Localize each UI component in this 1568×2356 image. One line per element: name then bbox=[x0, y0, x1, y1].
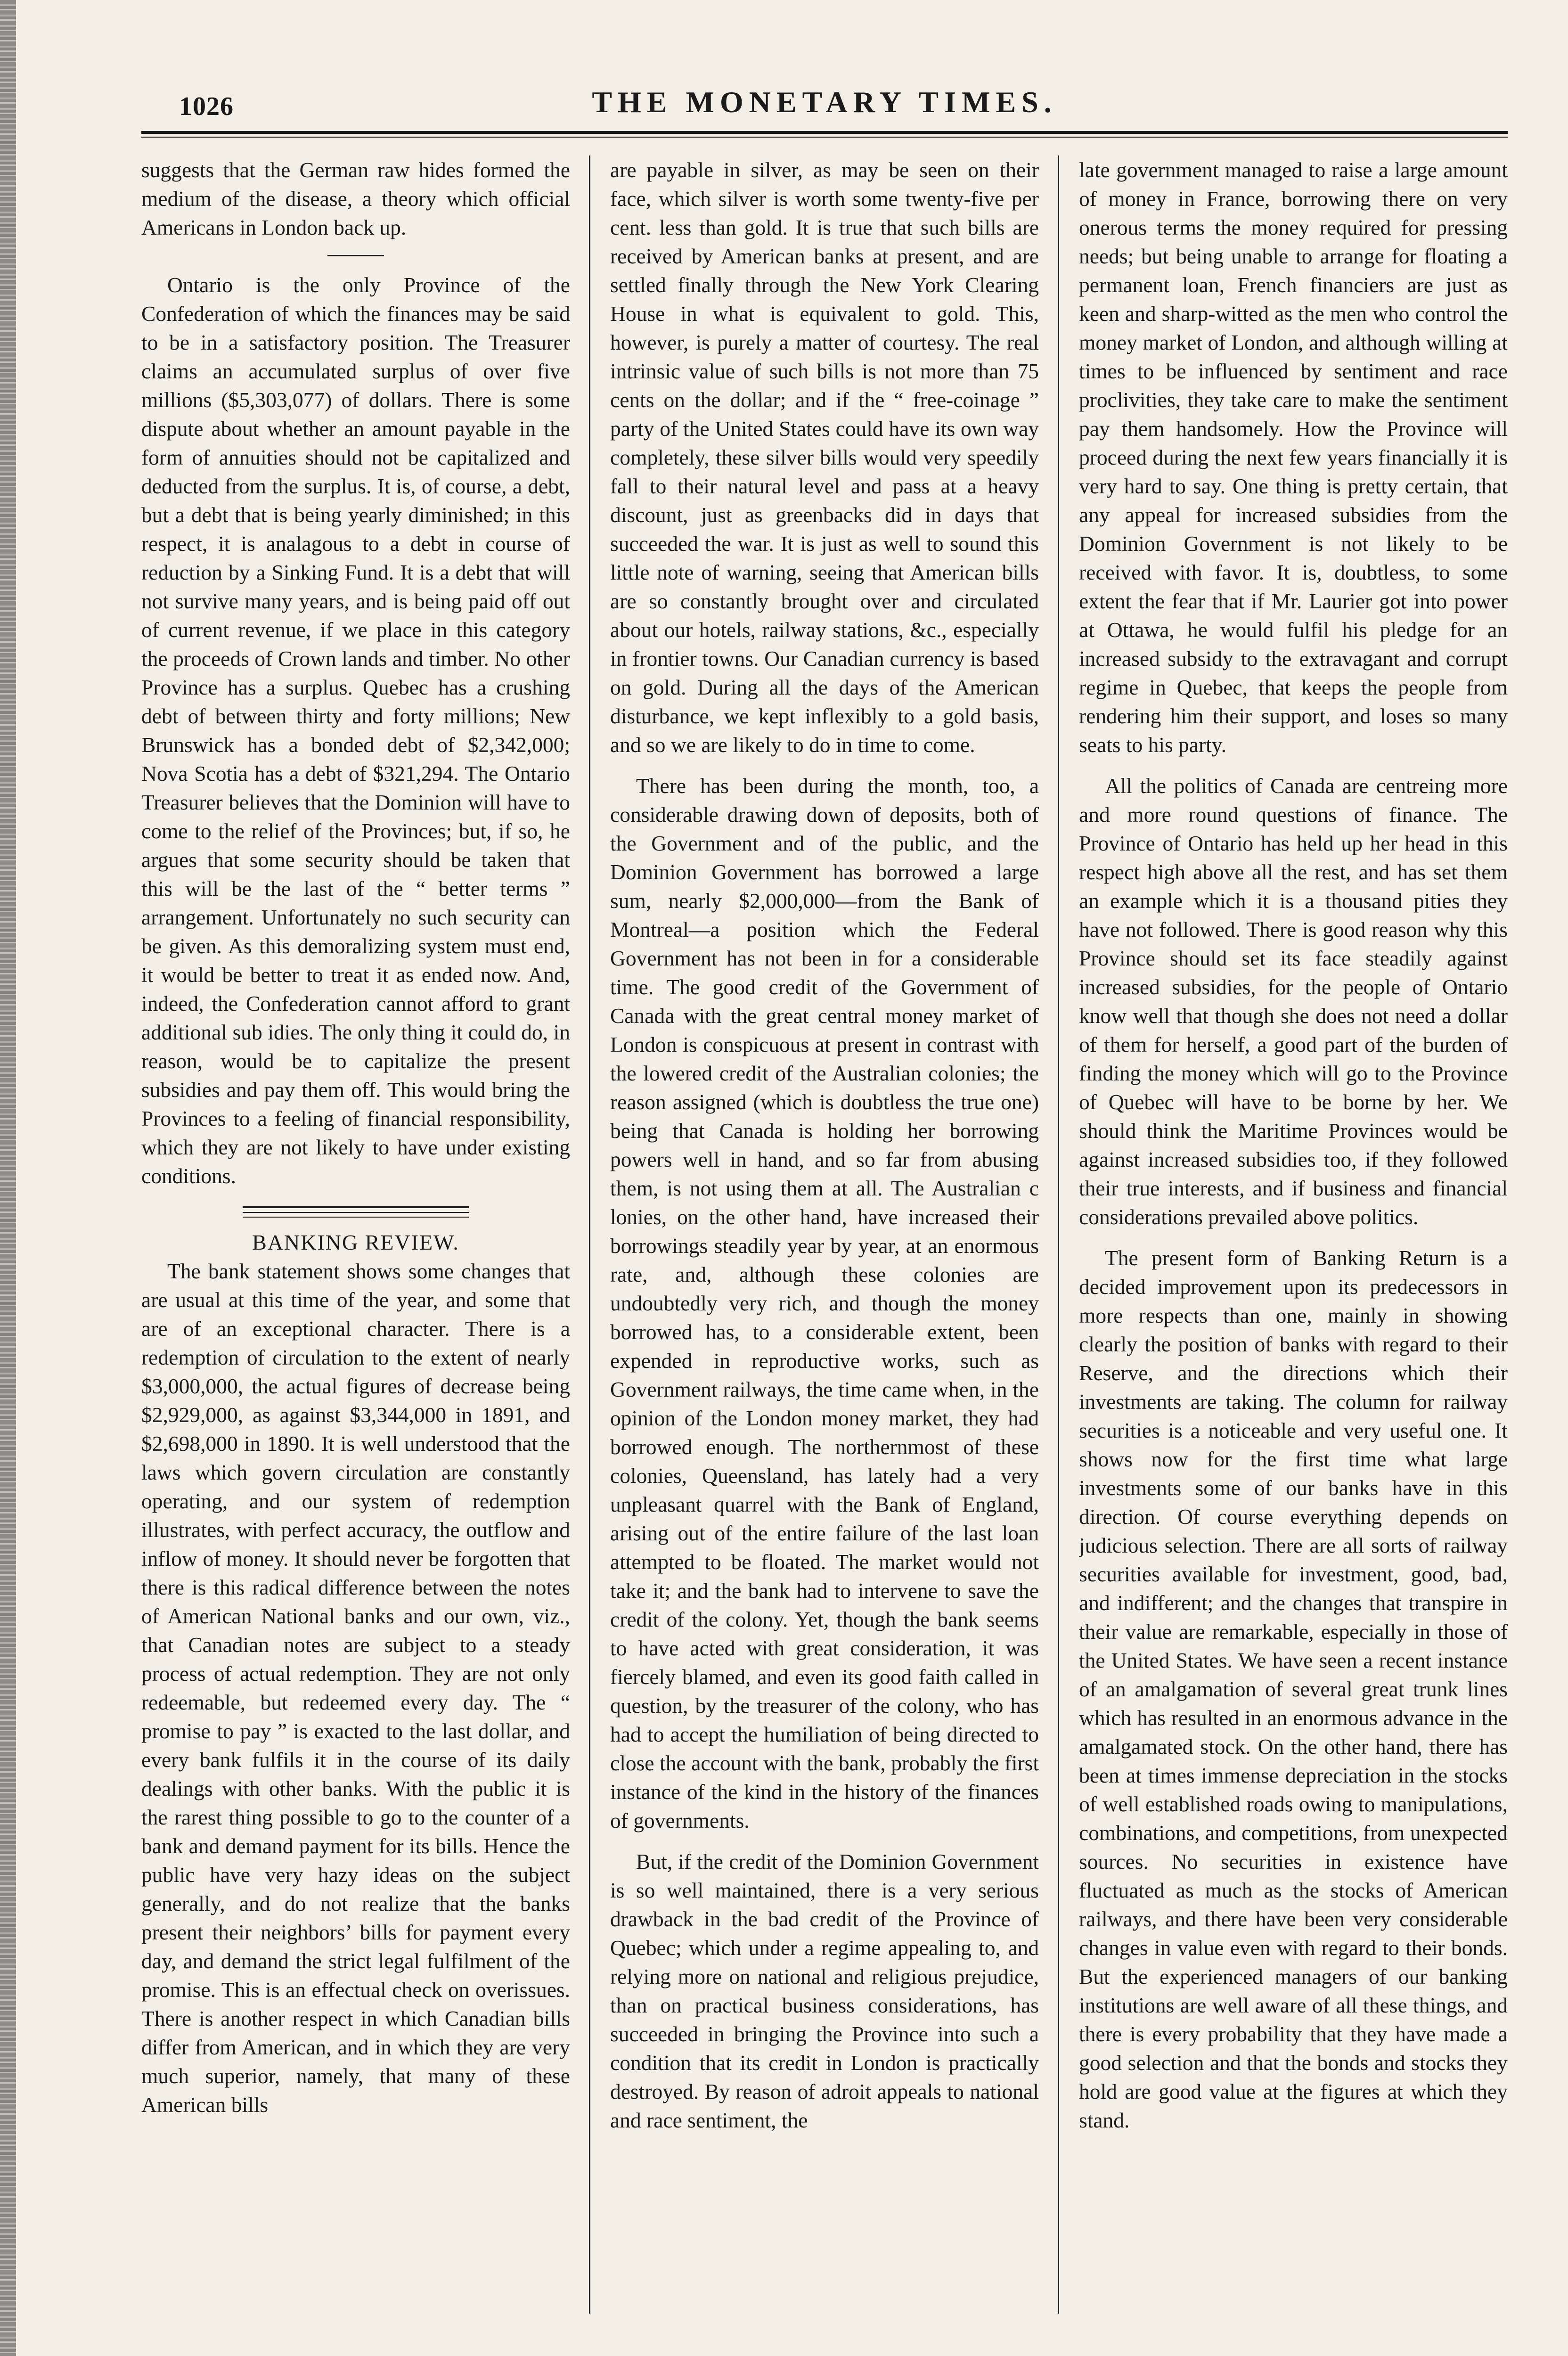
header-rule-thick bbox=[141, 131, 1508, 134]
page-number: 1026 bbox=[179, 92, 234, 121]
col3-paragraph-1: late government managed to raise a large amount of money in France, borrowing there on very onerous terms the money required for pressing needs; but being unable to arrange for floating a permanent loan, French financiers are just as keen and sharp-witted as the men who control the money market of London, and although willing at times to be influenced by sentiment and race proclivities, they take care to make the sentiment pay them handsomely. How the Province will proceed during the next few years financially it is very hard to say. One thing is pretty certain, that any appeal for increased subsidies from the Dominion Government is not likely to be received with favor. It is, doubtless, to some extent the fear that if Mr. Laurier got into power at Ottawa, he would fulfil his pledge for an increased subsidy to the extravagant and corrupt regime in Quebec, that keeps the people from rendering him their support, and loses so many seats to his party. bbox=[1079, 158, 1508, 757]
column-2 bbox=[610, 155, 1039, 2314]
col1-paragraph-1: suggests that the German raw hides formed the medium of the disease, a theory which official Americans in London back up. bbox=[141, 158, 570, 239]
masthead-title: THE MONETARY TIMES. bbox=[592, 85, 1057, 119]
short-divider bbox=[327, 255, 384, 256]
column-divider-2 bbox=[1058, 155, 1059, 2314]
newspaper-page bbox=[141, 85, 1508, 2337]
section-title: BANKING REVIEW. bbox=[252, 1230, 459, 1254]
header-rule-thin bbox=[141, 137, 1508, 138]
col2-paragraph-1: are payable in silver, as may be seen on their face, which silver is worth some twenty-five per cent. less than gold. It is true that such bills are received by American banks at present, and are settled finally through the New York Clearing House in what is equivalent to gold. This, however, is purely a matter of courtesy. The real intrinsic value of such bills is not more than 75 cents on the dollar; and if the “ free-coinage ” party of the United States could have its own way completely, these silver bills would very speedily fall to their natural level and pass at a heavy discount, just as greenbacks did in days that succeeded the war. It is just as well to sound this little note of warning, seeing that American bills are so constantly brought over and circulated about our hotels, railway stations, &c., especially in frontier towns. Our Canadian currency is based on gold. During all the days of the American disturbance, we kept inflexibly to a gold basis, and so we are likely to do in time to come. bbox=[610, 158, 1039, 757]
col2-paragraph-3: But, if the credit of the Dominion Government is so well maintained, there is a very serious drawback in the bad credit of the Province of Quebec; which under a regime appealing to, and relying more on national and religious prejudice, than on practical business considerations, has succeeded in bringing the Province into such a condition that its credit in London is practically destroyed. By reason of adroit appeals to national and race sentiment, the bbox=[610, 1849, 1039, 2132]
col3-paragraph-3: The present form of Banking Return is a decided improvement upon its predecessors in more respects than one, mainly in showing clearly the position of banks with regard to their Reserve, and the directions which their investments are taking. The column for railway securities is a noticeable and very useful one. It shows now for the first time what large investments some of our banks have in this direction. Of course everything depends on judicious selection. There are all sorts of railway securities available for investment, good, bad, and indifferent; and the changes that transpire in their value are remarkable, especially in those of the United States. We have seen a recent instance of an amalgamation of several great trunk lines which has resulted in an enormous advance in the amalgamated stock. On the other hand, there has been at times immense depreciation in the stocks of well established roads owing to manipulations, combinations, and competitions, from unexpected sources. No securities in existence have fluctuated as much as the stocks of American railways, and there have been very considerable changes in value even with regard to their bonds. But the experienced managers of our banking institutions are well aware of all these things, and there is every probability that they have made a good selection and that the bonds and stocks they hold are good value at the figures at which they stand. bbox=[1079, 1246, 1508, 2132]
column-1 bbox=[141, 155, 570, 2314]
col2-paragraph-2: There has been during the month, too, a considerable drawing down of deposits, both of the Government and of the public, and the Dominion Government has borrowed a large sum, nearly $2,000,000—from the Bank of Montreal—a position which the Federal Government has not been in for a considerable time. The good credit of the Government of Canada with the great central money market of London is conspicuous at present in contrast with the lowered credit of the Australian colonies; the reason assigned (which is doubtless the true one) being that Canada is holding her borrowing powers well in hand, and so far from abusing them, is not using them at all. The Australian c lonies, on the other hand, have increased their borrowings steadily year by year, at an enormous rate, and, although these colonies are undoubtedly very rich, and though the money borrowed has, to a considerable extent, been expended in reproductive works, such as Government railways, the time came when, in the opinion of the London money market, they had borrowed enough. The northernmost of these colonies, Queensland, has lately had a very unpleasant quarrel with the Bank of England, arising out of the entire failure of the last loan attempted to be floated. The market would not take it; and the bank had to intervene to save the credit of the colony. Yet, though the bank seems to have acted with great consideration, it was fiercely blamed, and even its good faith called in question, by the treasurer of the colony, who has had to accept the humiliation of being directed to close the account with the bank, probably the first instance of the kind in the history of the finances of governments. bbox=[610, 774, 1039, 1832]
col3-paragraph-2: All the politics of Canada are centreing more and more round questions of finance. The Province of Ontario has held up her head in this respect high above all the rest, and has set them an example which it is a thousand pities they have not followed. There is good reason why this Province should set its face steadily against increased subsidies, for the people of Ontario know well that though she does not need a dollar of them for herself, a good part of the burden of finding the money which will go to the Province of Quebec will have to be borne by her. We should think the Maritime Provinces would be against increased subsidies too, if they followed their true interests, and if business and financial considerations prevailed above politics. bbox=[1079, 774, 1508, 1229]
column-divider-1 bbox=[589, 155, 590, 2314]
col1-paragraph-2: Ontario is the only Province of the Confederation of which the finances may be said to be in a satisfactory position. The Treasurer claims an accumulated surplus of over five millions ($5,303,077) of dollars. There is some dispute about whether an amount payable in the form of annuities should not be capitalized and deducted from the surplus. It is, of course, a debt, but a debt that is being yearly diminished; in this respect, it is analagous to a debt in course of reduction by a Sinking Fund. It is a debt that will not survive many years, and is being paid off out of current revenue, if we place in this category the proceeds of Crown lands and timber. No other Province has a surplus. Quebec has a crushing debt of between thirty and forty millions; New Brunswick has a bonded debt of $2,342,000; Nova Scotia has a debt of $321,294. The Ontario Treasurer believes that the Dominion will have to come to the relief of the Provinces; but, if so, he argues that some security should be taken that this will be the last of the “ better terms ” arrangement. Unfortunately no such security can be given. As this demoralizing system must end, it would be better to treat it as ended now. And, indeed, the Confederation cannot afford to grant additional sub idies. The only thing it could do, in reason, would be to capitalize the present subsidies and pay them off. This would bring the Provinces to a feeling of financial responsibility, which they are not likely to have under existing conditions. bbox=[141, 273, 570, 1188]
column-3 bbox=[1079, 155, 1508, 2314]
scan-edge bbox=[0, 0, 16, 2356]
section-divider bbox=[243, 1206, 469, 1218]
col1-paragraph-3: The bank statement shows some changes that are usual at this time of the year, and some that are of an exceptional character. There is a redemption of circulation to the extent of nearly $3,000,000, the actual figures of decrease being $2,929,000, as against $3,344,000 in 1891, and $2,698,000 in 1890. It is well understood that the laws which govern circulation are constantly operating, and our system of redemption illustrates, with perfect accuracy, the outflow and inflow of money. It should never be forgotten that there is this radical difference between the notes of American National banks and our own, viz., that Canadian notes are subject to a steady process of actual redemption. They are not only redeemable, but redeemed every day. The “ promise to pay ” is exacted to the last dollar, and every bank fulfils it in the course of its daily dealings with other banks. With the public it is the rarest thing possible to go to the counter of a bank and demand payment for its bills. Hence the public have very hazy ideas on the subject generally, and do not realize that the banks present their neighbors’ bills for payment every day, and demand the strict legal fulfilment of the promise. This is an effectual check on overissues. There is another respect in which Canadian bills differ from American, and in which they are very much superior, namely, that many of these American bills bbox=[141, 1259, 570, 2117]
page-header bbox=[141, 85, 1508, 137]
